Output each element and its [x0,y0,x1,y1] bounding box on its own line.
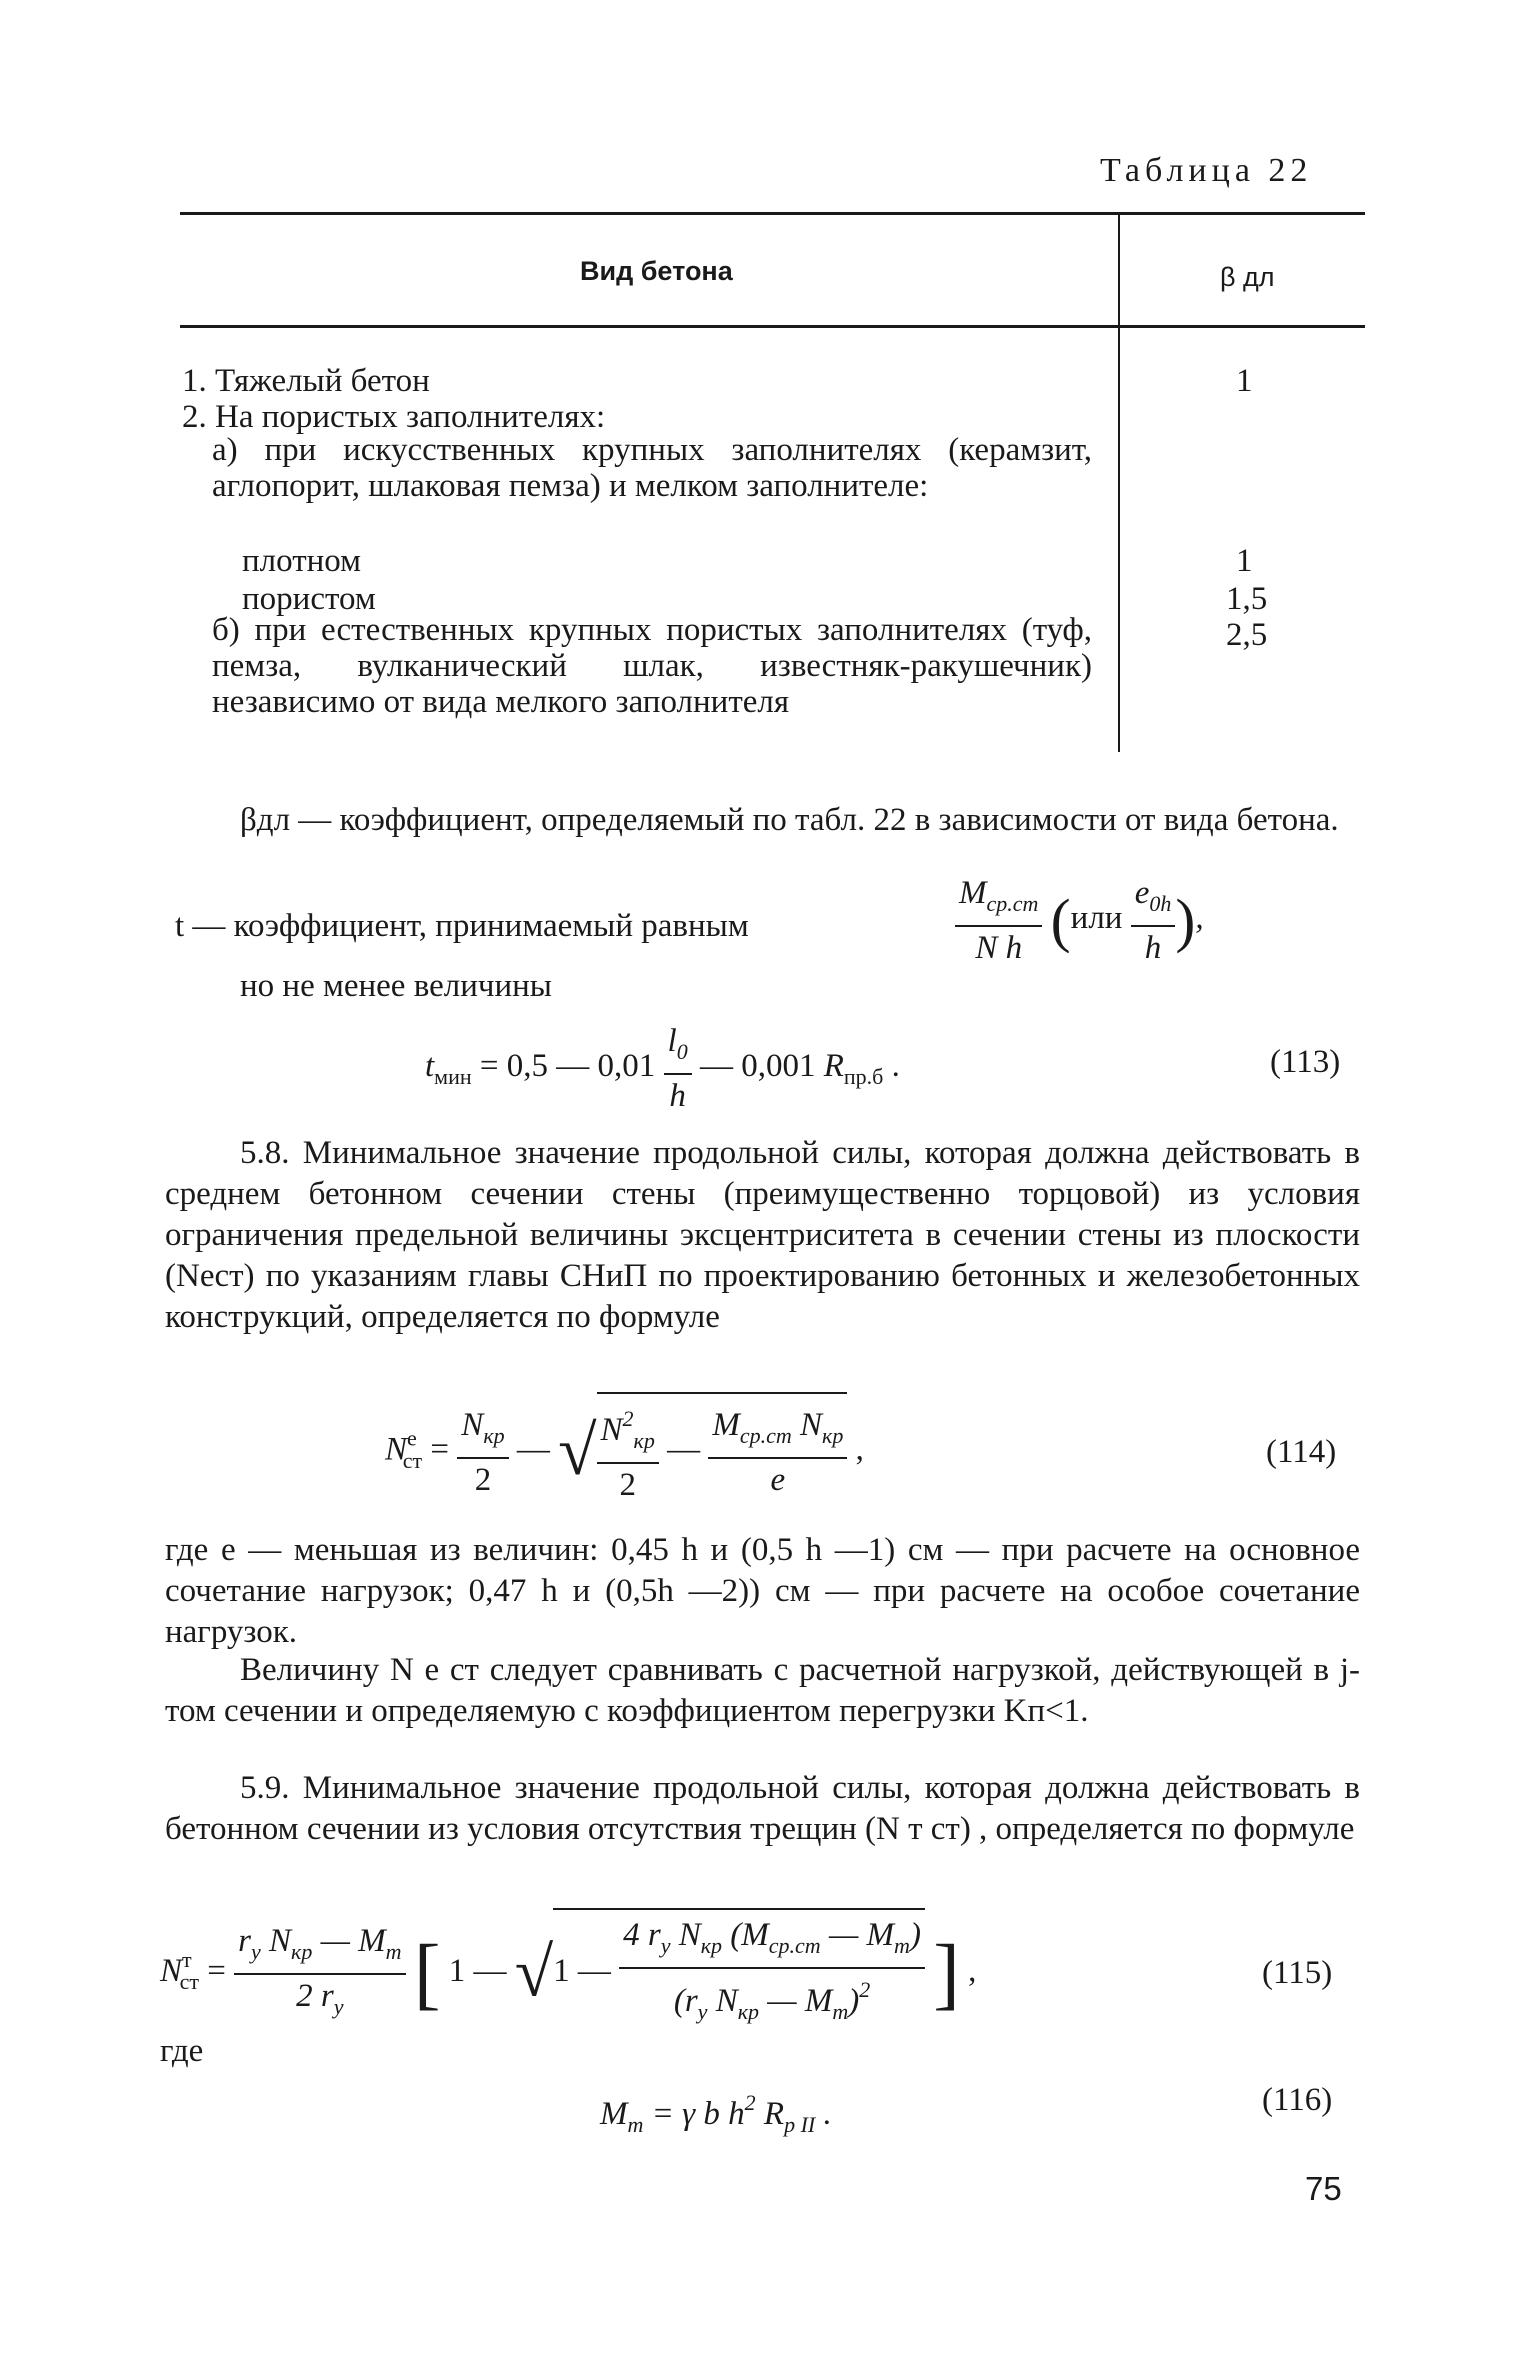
equation-113: $t_{мин} = 0,5$ — 0,01 $\frac{l_0}{h}$ — 0,001 $R_{пр.б}$ . [425,1020,900,1117]
table-row-value: 2,5 [1226,617,1268,653]
table-row-value: 1 [1236,543,1253,579]
table-row-label: а) при искусственных крупных заполнителях (керамзит, аглопорит, шлаковая пемза) и мелком заполнителе: [212,432,1092,504]
equation-114-number: (114) [1266,1434,1337,1470]
table-caption: Таблица 22 [1100,152,1313,189]
section-5-9: 5.9. Минимальное значение продольной силы, которая должна действовать в бетонном сечении из условия отсутствия трещин (N т ст) , определяется по формуле [165,1770,1360,1847]
beta-definition: βдл — коэффициент, определяемый по табл. 22 в зависимости от вида бетона. [240,802,1339,838]
table-row-value: 1,5 [1226,581,1268,617]
table-top-rule [180,212,1365,215]
t-or-word: или [1070,900,1123,937]
page-number: 75 [1305,2170,1342,2207]
table-row-label: плотном [242,543,362,579]
t-fraction-formula: $\frac{M_{ср.ст}}{\text{N h}}$ (или $\frac{e_{0h}}{h}$ ), [955,872,1204,969]
table-row-label: пористом [242,581,376,617]
t-definition: t — коэффициент, принимаемый равным [175,908,749,944]
equation-115-number: (115) [1262,1955,1333,1991]
table-header-type: Вид бетона [580,256,733,286]
equation-116-number: (116) [1262,2082,1333,2118]
table-row-label: б) при естественных крупных пористых заполнителях (туф, пемза, вулканический шлак, известняк-ракушечник) независимо от вида мелкого заполнителя [212,612,1092,720]
equation-116: $M_т = \gamma$ b $h^2$ $R_{р II}$ . [600,2090,832,2137]
equation-113-number: (113) [1270,1044,1341,1080]
equation-115: $N^т_{ст}$ = $\frac{r_y N_{кр} — M_т}{2 r_y}$ [ 1 — √1 — $\frac{4 r_y N_{кр} (M_{ср.ст} — M_т)}{(r_y N_{кр} — M_т)^2}$ ] , [160,1908,976,2033]
compare-text: Величину N e ст следует сравнивать с расчетной нагрузкой, действующей в j-том сечении и определяемую с коэффициентом перегрузки Kп<1. [165,1652,1360,1729]
table-row-label: 1. Тяжелый бетон [182,363,430,399]
t-min-note: но не менее величины [240,968,552,1004]
table-header-rule [180,325,1365,328]
table-column-divider [1118,214,1120,752]
table-row-label: 2. На пористых заполнителях: [182,399,606,435]
equation-114: $N^e_{ст}$ = $\frac{N_{кр}}{2}$ — √ $\frac{N^2_{кр}}{2}$ — $\frac{M_{ср.ст} N_{кр}}{e}$ , [385,1392,864,1506]
section-5-8: 5.8. Минимальное значение продольной силы, которая должна действовать в среднем бетонном сечении стены (преимущественно торцовой) из условия ограничения предельной величины эксцентриситета в сечении стены из плоскости (Neст) по указаниям главы СНиП по проектированию бетонных и железобетонных конструкций, определяется по формуле [165,1135,1360,1335]
table-row-value: 1 [1236,363,1253,399]
table-header-beta: β дл [1220,262,1275,292]
where-e-text: где e — меньшая из величин: 0,45 h и (0,5 h —1) см — при расчете на основное сочетание нагрузок; 0,47 h и (0,5h —2)) см — при расчете на особое сочетание нагрузок. [165,1532,1360,1650]
where-label: где [160,2033,204,2069]
